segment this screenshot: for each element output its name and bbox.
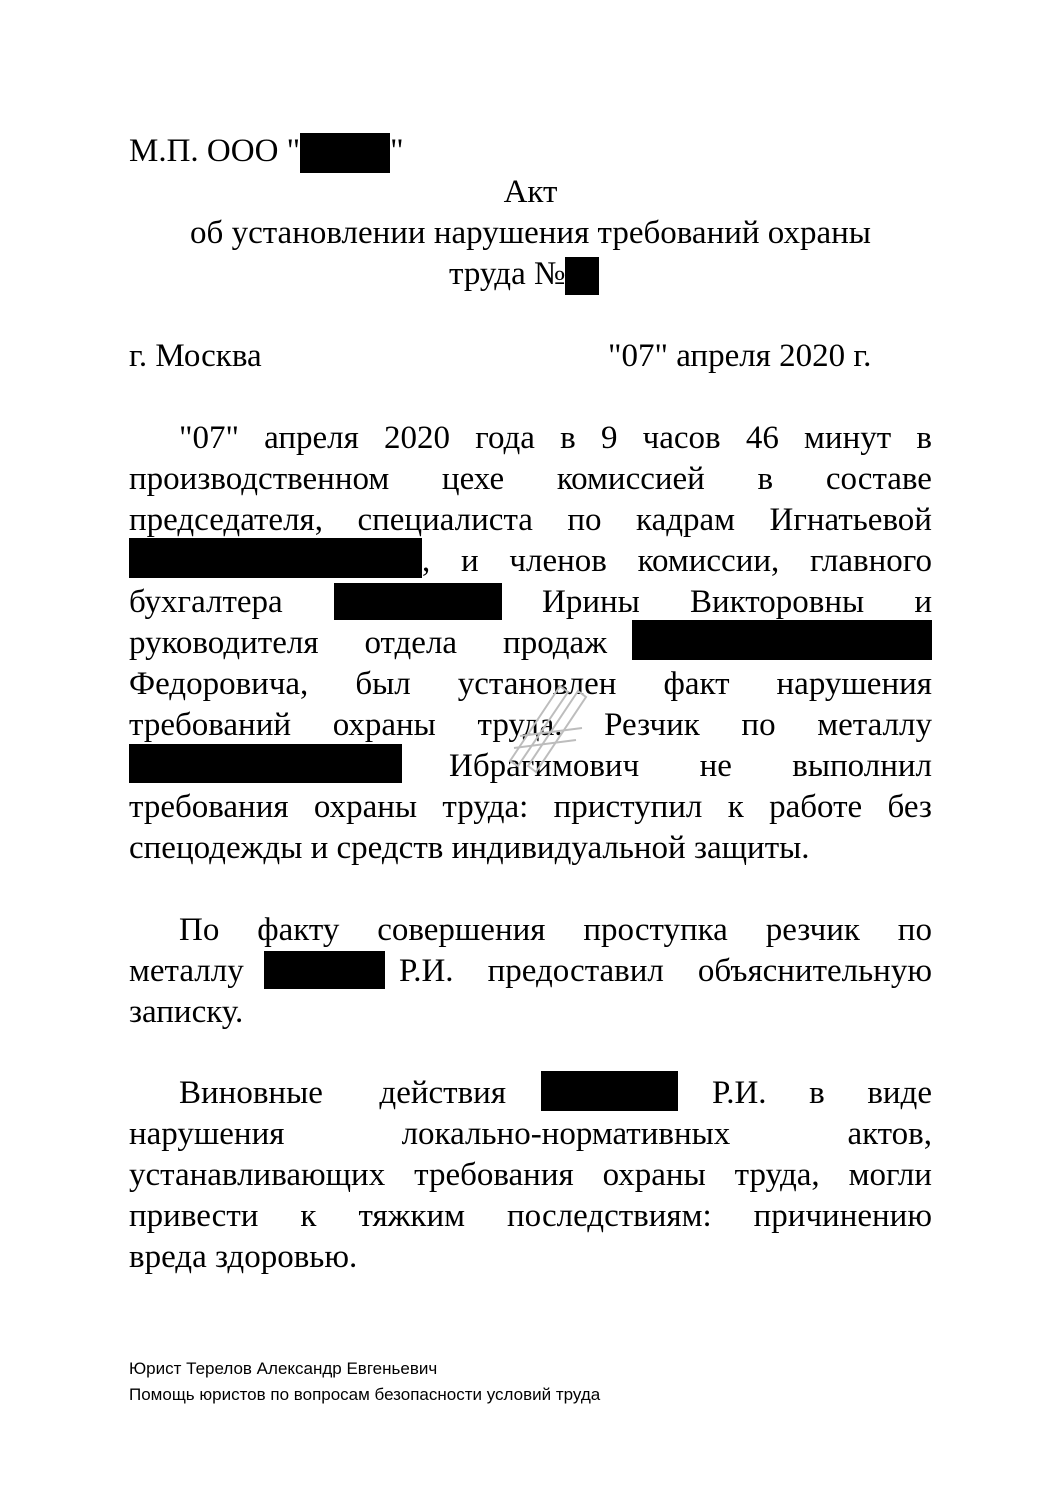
p1-line-5-end: Ирины Викторовны и	[542, 584, 932, 620]
p2-line-1: По факту совершения проступка резчик по	[179, 912, 932, 948]
p3-line-1-start: Виновные действия	[179, 1075, 506, 1111]
p3-line-2: нарушения локально-нормативных актов,	[129, 1116, 932, 1152]
p3-line-1-end: Р.И. в виде	[712, 1075, 932, 1111]
footer-tagline: Помощь юристов по вопросам безопасности условий труда	[129, 1385, 601, 1404]
p1-line-3: председателя, специалиста по кадрам Игнатьевой	[129, 502, 932, 538]
redacted-cutter-surname-1	[264, 951, 385, 989]
p2-line-2-start: металлу	[129, 953, 244, 989]
act-number-label: труда №	[449, 256, 566, 292]
redacted-sales-head-name	[632, 620, 932, 660]
city: г. Москва	[129, 338, 262, 374]
act-date: "07" апреля 2020 г.	[608, 338, 872, 374]
title-line-3	[449, 254, 599, 295]
org-header	[129, 131, 404, 173]
p1-line-2: производственном цехе комиссией в составе	[129, 461, 932, 497]
org-prefix: М.П. ООО "	[129, 133, 301, 169]
p3-line-4: привести к тяжким последствиям: причинению	[129, 1198, 932, 1234]
redacted-org-name	[300, 133, 390, 173]
title-line-2: об установлении нарушения требований охраны	[190, 215, 871, 251]
p2-line-3: записку.	[129, 994, 244, 1030]
p2-line-2-end: Р.И. предоставил объяснительную	[399, 953, 932, 989]
p1-line-9: Ибрагимович не выполнил	[449, 748, 932, 784]
p1-line-11: спецодежды и средств индивидуальной защиты.	[129, 830, 810, 866]
p3-line-5: вреда здоровью.	[129, 1239, 358, 1275]
redacted-accountant-surname	[334, 583, 502, 620]
p1-line-7: Федоровича, был установлен факт нарушения	[129, 666, 932, 702]
p1-line-5-start: бухгалтера	[129, 584, 283, 620]
p3-line-3: устанавливающих требования охраны труда, могли	[129, 1157, 932, 1193]
p1-line-10: требования охраны труда: приступил к работе без	[129, 789, 932, 825]
redacted-act-number	[565, 257, 599, 295]
watermark-stamp-icon	[490, 666, 610, 786]
p1-line-8: требований охраны труда. Резчик по металлу	[129, 707, 932, 743]
p1-line-6: руководителя отдела продаж	[129, 625, 607, 661]
p1-line-1: "07" апреля 2020 года в 9 часов 46 минут в	[179, 420, 932, 456]
footer-author: Юрист Терелов Александр Евгеньевич	[129, 1359, 438, 1378]
redacted-cutter-name	[129, 744, 402, 783]
redacted-cutter-surname-2	[541, 1071, 678, 1111]
p1-line-4: , и членов комиссии, главного	[422, 543, 932, 579]
org-suffix: "	[390, 133, 404, 169]
title-line-1: Акт	[503, 174, 558, 210]
redacted-chair-surname	[129, 538, 422, 578]
